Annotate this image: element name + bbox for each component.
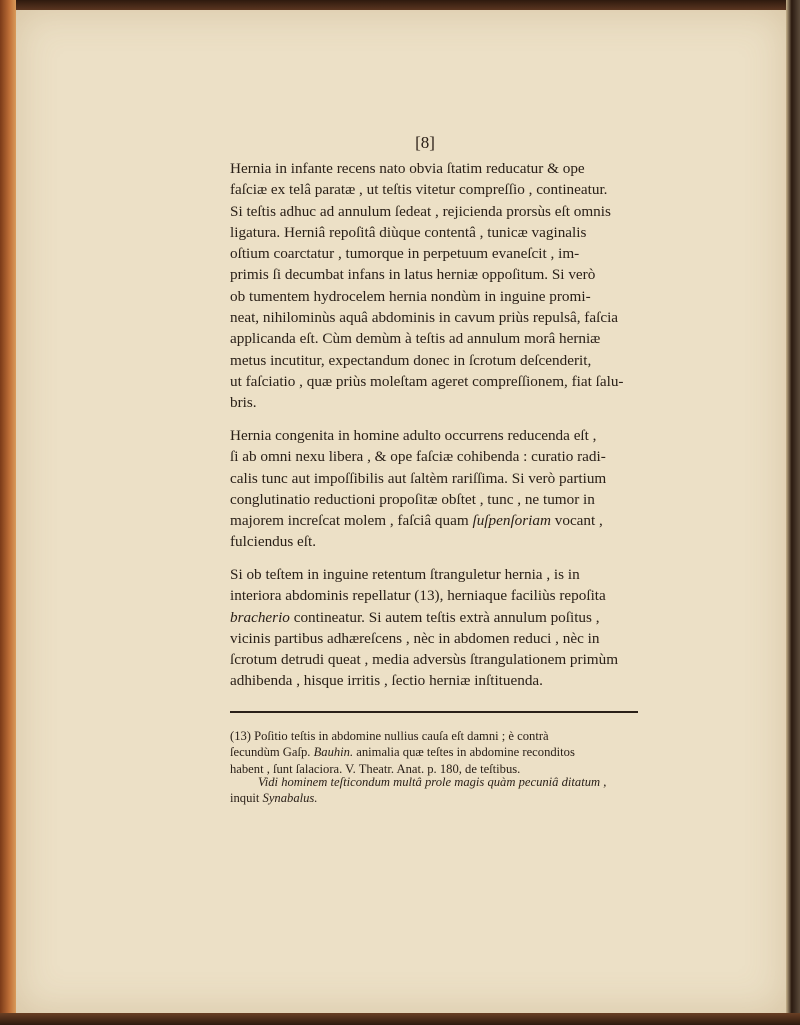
- text-segment: inquit: [230, 791, 263, 806]
- italic-quote: Vidi hominem teſticondum multâ prole magis quàm pecuniâ ditatum ,: [258, 775, 607, 789]
- text-line: interiora abdominis repellatur (13), herniaque faciliùs repoſita: [230, 587, 606, 605]
- text-line: fulciendus eſt.: [230, 533, 317, 551]
- text-line: neat, nihilominùs aquâ abdominis in cavum priùs repulsâ, faſcia: [230, 309, 619, 327]
- paragraph-hernia-congenita: [230, 425, 656, 553]
- text-segment: animalia quæ teſtes in abdomine reconditos: [353, 745, 575, 760]
- paragraph-testis-retentus: [230, 564, 656, 692]
- text-line: conglutinatio reductioni propoſitæ obſtet , tunc , ne tumor in: [230, 490, 595, 508]
- text-segment: ſecundùm Gaſp.: [230, 745, 314, 760]
- text-line-with-italic: [230, 607, 656, 628]
- text-line: applicanda eſt. Cùm demùm à teſtis ad annulum morâ herniæ: [230, 330, 601, 348]
- footnote-quote: [230, 774, 656, 807]
- book-bottom-edge: [0, 1013, 800, 1025]
- text-line: primis ſi decumbat infans in latus herniæ oppoſitum. Si verò: [230, 266, 596, 284]
- text-line: oſtium coarctatur , tumorque in perpetuum evaneſcit , im-: [230, 245, 580, 263]
- text-line: ob tumentem hydrocelem hernia nondùm in inguine promi-: [230, 287, 591, 305]
- text-line: habent , ſunt ſalaciora. V. Theatr. Anat. p. 180, de teſtibus.: [230, 761, 521, 776]
- text-segment: majorem increſcat molem , faſciâ quam: [230, 512, 473, 530]
- book-right-edge: [786, 0, 800, 1025]
- italic-name: Synabalus.: [262, 791, 318, 806]
- text-line: adhibenda , hisque irritis , ſectio herniæ inſtituenda.: [230, 672, 543, 690]
- text-line: vicinis partibus adhæreſcens , nèc in abdomen reduci , nèc in: [230, 629, 600, 647]
- text-line: bris.: [230, 394, 257, 412]
- text-line: Si ob teſtem in inguine retentum ſtranguletur hernia , is in: [230, 566, 580, 583]
- book-top-edge: [0, 0, 800, 10]
- text-line: ut faſciatio , quæ priùs moleſtam ageret compreſſionem, fiat ſalu-: [230, 372, 624, 390]
- text-line: Hernia congenita in homine adulto occurrens reducenda eſt ,: [230, 427, 597, 444]
- text-line: ligatura. Herniâ repoſitâ diùque contentâ , tunicæ vaginalis: [230, 223, 587, 241]
- text-line-with-italic: [230, 744, 656, 760]
- paragraph-hernia-infant: [230, 158, 656, 414]
- text-line-with-italic: [230, 790, 656, 806]
- footnote-divider: [230, 711, 638, 713]
- text-line: ſcrotum detrudi queat , media adversùs ſtrangulationem primùm: [230, 651, 619, 669]
- text-line-italic: [230, 774, 656, 790]
- italic-term: bracherio: [230, 608, 290, 626]
- text-line: Hernia in infante recens nato obvia ſtatim reducatur & ope: [230, 160, 585, 177]
- text-line: ſi ab omni nexu libera , & ope faſciæ cohibenda : curatio radi-: [230, 448, 606, 466]
- page-number: [8]: [415, 133, 435, 152]
- italic-author: Bauhin.: [313, 745, 354, 760]
- italic-term: ſuſpenſoriam: [472, 512, 551, 530]
- book-spine-edge: [0, 0, 16, 1025]
- text-line: metus incutitur, expectandum donec in ſcrotum deſcenderit,: [230, 351, 592, 369]
- text-segment: vocant ,: [550, 512, 603, 530]
- text-line-with-italic: [230, 510, 656, 531]
- text-line: calis tunc aut impoſſibilis aut ſaltèm rariſſima. Si verò partium: [230, 469, 607, 487]
- text-line: Si teſtis adhuc ad annulum ſedeat , rejicienda prorsùs eſt omnis: [230, 202, 611, 220]
- text-line: faſciæ ex telâ paratæ , ut teſtis vitetur compreſſio , contineatur.: [230, 181, 608, 199]
- footnote-13: [230, 728, 656, 777]
- text-segment: contineatur. Si autem teſtis extrà annulum poſitus ,: [289, 608, 600, 626]
- text-line: (13) Poſitio teſtis in abdomine nullius cauſa eſt damni ; è contrà: [230, 729, 549, 743]
